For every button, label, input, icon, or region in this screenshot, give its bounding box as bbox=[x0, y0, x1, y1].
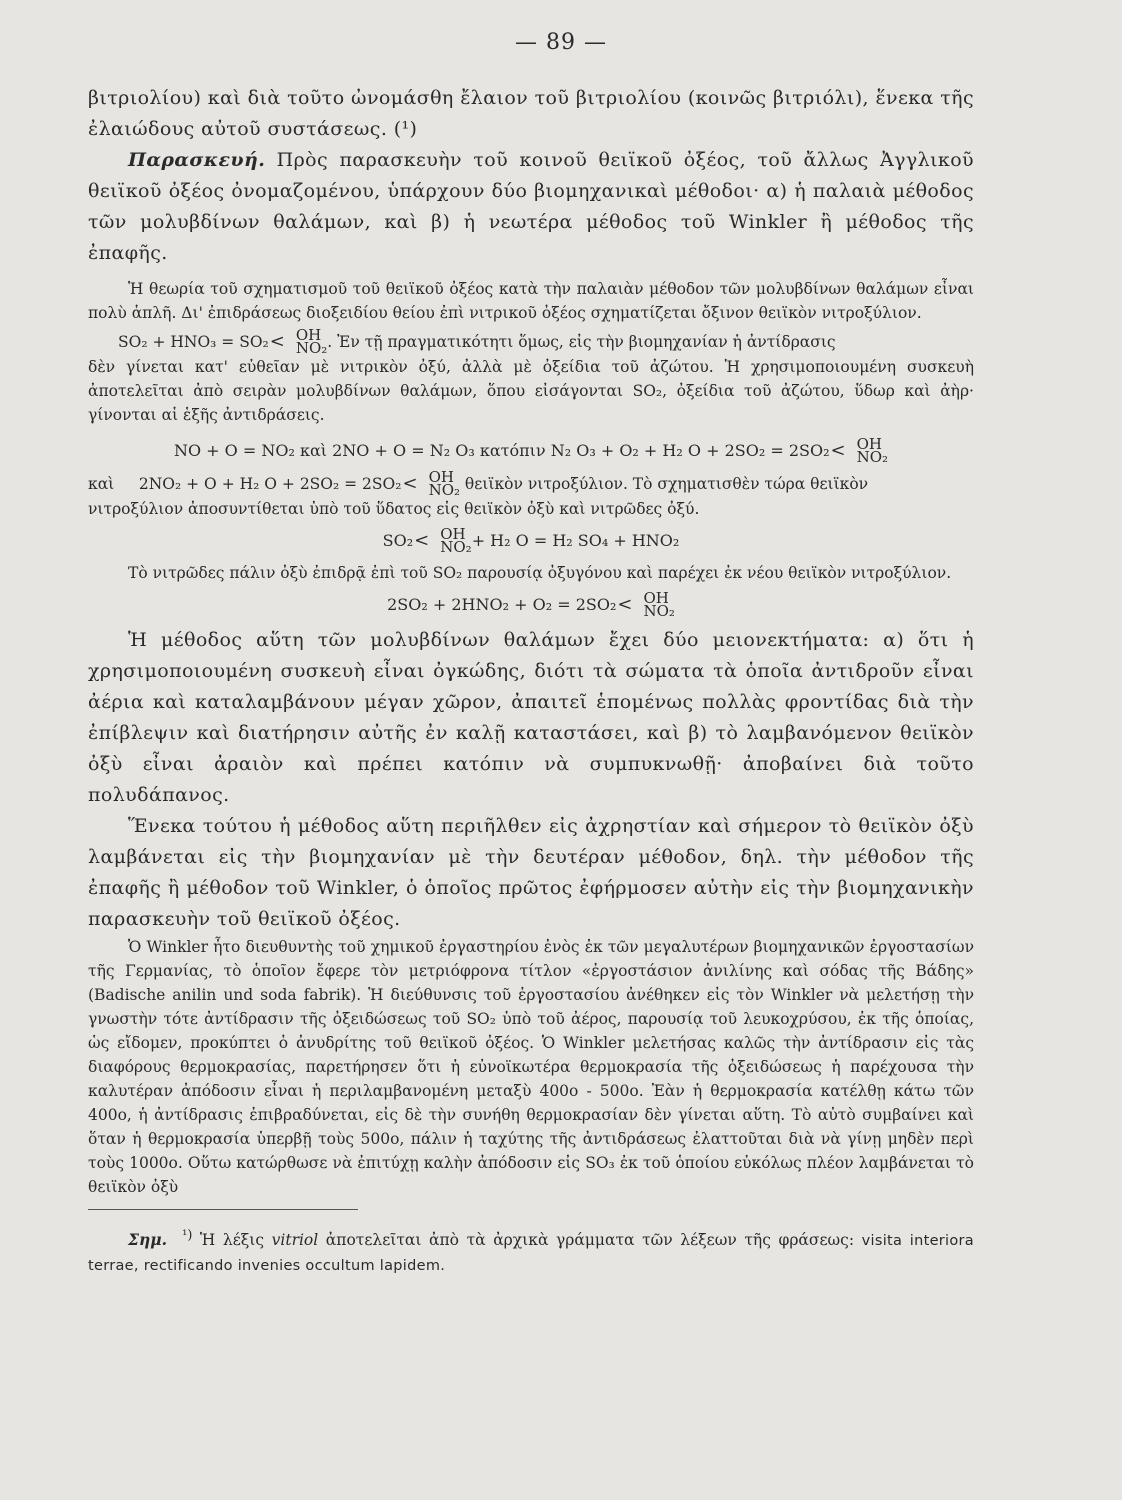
equation-4-group bbox=[430, 525, 472, 556]
equation-3-text: 2NO₂ + O + H₂ O + 2SO₂ = 2SO₂ bbox=[138, 475, 402, 493]
equation-5-line bbox=[88, 585, 974, 625]
equation-3-group bbox=[419, 468, 460, 499]
equation-4-right: + H₂ O = H₂ SO₄ + HNO₂ bbox=[471, 531, 680, 550]
equation-3-after: θειϊκὸν νιτροξύλιον. Τὸ σχηματισθὲν τώρα θειϊκὸν bbox=[460, 475, 869, 493]
equation-5-no2: NO₂ bbox=[643, 602, 675, 620]
equation-5-oh: OH bbox=[643, 589, 669, 607]
equation-3-no2: NO₂ bbox=[428, 481, 460, 499]
equation-5 bbox=[387, 585, 675, 625]
equation-2-oh: OH bbox=[856, 435, 882, 453]
equation-2-text: NO + O = NO₂ καὶ 2NO + O = N₂ O₃ κατόπιν N₂ O₃ + O₂ + H₂ O + 2SO₂ = 2SO₂ bbox=[173, 441, 830, 460]
equation-1-group bbox=[286, 326, 328, 357]
equation-3-line bbox=[88, 468, 974, 499]
angle-bracket: < bbox=[617, 594, 633, 615]
paragraph-preparation-body: Πρὸς παρασκευὴν τοῦ κοινοῦ θειϊκοῦ ὀξέος, τοῦ ἄλλως Ἀγγλικοῦ θειϊκοῦ ὀξέος ὀνομαζομένου, ὑπάρχουν δύο βιομηχανικαὶ μέθοδοι· α) ἡ παλαιὰ μέθοδος τῶν μολυβδίνων θαλάμων, καὶ β) ἡ νεωτέρα μέθοδος τοῦ Winkler ἢ μέθοδος τῆς ἐπαφῆς. bbox=[88, 149, 974, 264]
equation-2-group bbox=[847, 435, 889, 466]
paragraph-nitrous-acid: Τὸ νιτρῶδες πάλιν ὀξὺ ἐπιδρᾷ ἐπὶ τοῦ SO₂ παρουσίᾳ ὀξυγόνου καὶ παρέχει ἐκ νέου θειϊκὸν νιτροξύλιον. bbox=[128, 564, 952, 582]
equation-2-no2: NO₂ bbox=[856, 448, 889, 466]
paragraph-winkler-method: Ἕνεκα τούτου ἡ μέθοδος αὕτη περιῆλθεν εἰς ἀχρηστίαν καὶ σήμερον τὸ θειϊκὸν ὀξὺ λαμβάνεται εἰς τὴν βιομηχανίαν μὲ τὴν δευτέραν μέθοδον, δηλ. τὴν μέθοδον τῆς ἐπαφῆς ἢ μέθοδον τοῦ Winkler, ὁ ὁποῖος πρῶτος ἐφήρμοσεν αὐτὴν εἰς τὴν βιομηχανικὴν παρασκευὴν τοῦ θειϊκοῦ ὀξέος. bbox=[88, 815, 974, 930]
equation-1-left: SO₂ + HNO₃ = SO₂ bbox=[118, 333, 269, 351]
equation-2-line bbox=[88, 431, 974, 471]
equation-3-prefix: καὶ bbox=[88, 475, 115, 493]
angle-bracket: < bbox=[269, 331, 285, 352]
equation-5-group bbox=[633, 589, 675, 620]
footnote-label: Σημ. bbox=[128, 1230, 167, 1250]
paragraph-theory: Ἡ θεωρία τοῦ σχηματισμοῦ τοῦ θειϊκοῦ ὀξέος κατὰ τὴν παλαιὰν μέθοδον τῶν μολυβδίνων θαλάμων εἶναι πολὺ ἁπλῆ. Δι' ἐπιδράσεως διοξειδίου θείου ἐπὶ νιτρικοῦ ὀξέος σχηματίζεται ὄξινον θειϊκὸν νιτροξύλιον. bbox=[88, 280, 974, 322]
paragraph-disadvantages: Ἡ μέθοδος αὕτη τῶν μολυβδίνων θαλάμων ἔχει δύο μειονεκτήματα: α) ὅτι ἡ χρησιμοποιουμένη συσκευὴ εἶναι ὀγκώδης, διότι τὰ σώματα τὰ ὁποῖα ἀντιδροῦν εἶναι ἀέρια καὶ καταλαμβάνουν μέγαν χῶρον, ἀπαιτεῖ ἑπομένως πολλὰς φροντίδας διὰ τὴν ἐπίβλεψιν καὶ διατήρησιν αὐτῆς ἐν καλῇ καταστάσει, καὶ β) τὸ λαμβανόμενον θειϊκὸν ὀξὺ εἶναι ἀραιὸν καὶ πρέπει κατόπιν νὰ συμπυκνωθῇ· ἀποβαίνει διὰ τοῦτο πολυδάπανος. bbox=[88, 629, 974, 806]
paragraph-preparation bbox=[88, 145, 974, 269]
footnote-word-vitriol: vitriol bbox=[271, 1231, 319, 1250]
angle-bracket: < bbox=[402, 473, 418, 494]
equation-3 bbox=[138, 468, 460, 499]
footnote bbox=[88, 1224, 974, 1278]
equation-5-left: 2SO₂ + 2HNO₂ + O₂ = 2SO₂ bbox=[387, 595, 617, 614]
equation-1-oh: OH bbox=[295, 326, 322, 344]
paragraph-winkler-history: Ὁ Winkler ἦτο διευθυντὴς τοῦ χημικοῦ ἐργαστηρίου ἑνὸς ἐκ τῶν μεγαλυτέρων βιομηχανικῶν ἐργοστασίων τῆς Γερμανίας, τὸ ὁποῖον ἔφερε τὸν μετριόφρονα τίτλον «ἐργοστάσιον ἀνιλίνης καὶ σόδας τῆς Βάδης» (Badische anilin und soda fabrik). Ἡ διεύθυνσις τοῦ ἐργοστασίου ἀνέθηκεν εἰς τὸν Winkler νὰ μελετήσῃ τὴν γνωστὴν τότε ἀντίδρασιν τῆς ὀξειδώσεως τοῦ SO₂ ὑπὸ τοῦ ἀέρος, παρουσίᾳ τοῦ λευκοχρύσου, ἐκ τῆς ὁποίας, ὡς εἴδομεν, προκύπτει ὁ ἀνυδρίτης τοῦ θειϊκοῦ ὀξέος. Ὁ Winkler μελετήσας καλῶς τὴν ἀντίδρασιν εἰς τὰς διαφόρους θερμοκρασίας, παρετήρησεν ὅτι ἡ εὐνοϊκωτέρα θερμοκρασία τῆς ὀξειδώσεως ἡ παρέχουσα τὴν καλυτέραν ἀπόδοσιν εἶναι ἡ περιλαμβανομένη μεταξὺ 400ο - 500ο. Ἐὰν ἡ θερμοκρασία κατέλθῃ κάτω τῶν 400ο, ἡ ἀντίδρασις ἐπιβραδύνεται, εἰς δὲ τὴν συνήθη θερμοκρασίαν δὲν γίνεται αὕτη. Τὸ αὐτὸ συμβαίνει καὶ ὅταν ἡ θερμοκρασία ὑπερβῇ τοὺς 500ο, πάλιν ἡ ταχύτης τῆς ἀντιδράσεως ἐλαττοῦται διὰ νὰ γίνῃ μηδὲν περὶ τοὺς 1000ο. Οὕτω κατώρθωσε νὰ ἐπιτύχῃ καλὴν ἀπόδοσιν εἰς SO₃ ἐκ τοῦ ὁποίου εὐκόλως πλέον λαμβάνεται τὸ θειϊκὸν ὀξὺ bbox=[88, 938, 974, 1196]
paragraph-vitriol-oil: βιτριολίου) καὶ διὰ τοῦτο ὠνομάσθη ἔλαιον τοῦ βιτριολίου (κοινῶς βιτριόλι), ἕνεκα τῆς ἐλαιώδους αὐτοῦ συστάσεως. (¹) bbox=[88, 87, 974, 140]
equation-1-no2: NO₂ bbox=[295, 339, 328, 357]
page-number: — 89 — bbox=[515, 30, 607, 55]
section-heading-preparation: Παρασκευή. bbox=[128, 149, 266, 171]
paragraph-industrial-reaction: δὲν γίνεται κατ' εὐθεῖαν μὲ νιτρικὸν ὀξύ, ἀλλὰ μὲ ὀξείδια τοῦ ἀζώτου. Ἡ χρησιμοποιουμένη συσκευὴ ἀποτελεῖται ἀπὸ σειρὰν μολυβδίνων θαλάμων, ὅπου εἰσάγονται SO₂, ὀξείδια τοῦ ἀζώτου, ὕδωρ καὶ ἀὴρ· γίνονται αἱ ἑξῆς ἀντιδράσεις. bbox=[88, 358, 974, 424]
footnote-marker: ¹) bbox=[182, 1228, 193, 1243]
footnote-latin-phrase: visita interiora terrae, rectificando invenies occultum lapidem. bbox=[88, 1233, 974, 1275]
equation-1-after: . Ἐν τῇ πραγματικότητι ὅμως, εἰς τὴν βιομηχανίαν ἡ ἀντίδρασις bbox=[327, 333, 836, 351]
angle-bracket: < bbox=[414, 530, 430, 551]
equation-4-oh: OH bbox=[440, 525, 466, 543]
equation-4-left: SO₂ bbox=[382, 531, 414, 550]
footnote-divider bbox=[88, 1209, 358, 1210]
equation-4 bbox=[383, 521, 680, 561]
equation-4-line bbox=[88, 521, 974, 561]
equation-1 bbox=[118, 326, 328, 357]
equation-4-no2: NO₂ bbox=[440, 538, 472, 556]
equation-3-oh: OH bbox=[428, 468, 454, 486]
paragraph-decomposition: νιτροξύλιον ἀποσυντίθεται ὑπὸ τοῦ ὕδατος εἰς θειϊκὸν ὀξὺ καὶ νιτρῶδες ὀξύ. bbox=[88, 500, 700, 518]
angle-bracket: < bbox=[830, 440, 846, 461]
footnote-text-pre: Ἡ λέξις bbox=[192, 1231, 272, 1250]
equation-2 bbox=[174, 431, 888, 471]
equation-1-line bbox=[88, 326, 974, 357]
footnote-text-mid: ἀποτελεῖται ἀπὸ τὰ ἀρχικὰ γράμματα τῶν λέξεων τῆς φράσεως: bbox=[318, 1231, 862, 1250]
